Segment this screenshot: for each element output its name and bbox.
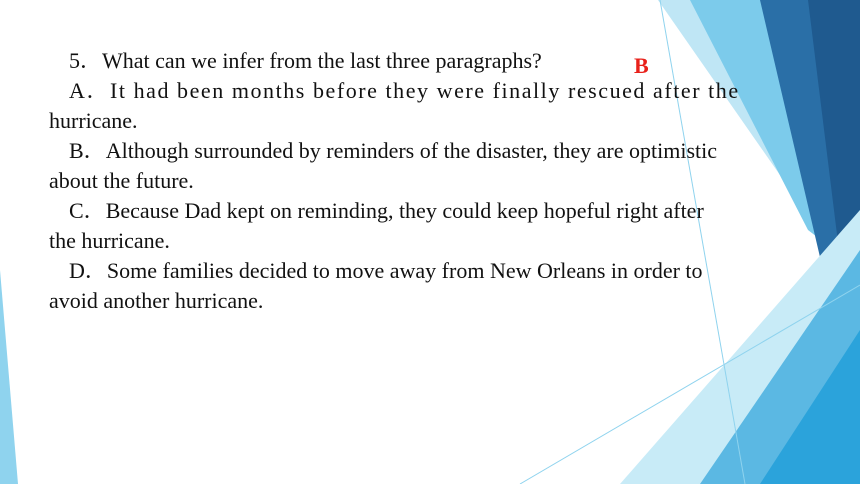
option-c-line-1 [49, 196, 809, 226]
option-b-text-2: about the future. [49, 168, 194, 193]
option-d-line-1 [49, 256, 809, 286]
option-b-line-1 [49, 136, 809, 166]
option-c-text-1: Because Dad kept on reminding, they could keep hopeful right after [105, 198, 704, 223]
option-a-letter: A． [69, 78, 110, 103]
option-c-text-2: the hurricane. [49, 228, 170, 253]
option-c-letter: C． [69, 198, 106, 223]
question-text [49, 46, 809, 316]
option-d-letter: D． [69, 258, 107, 283]
option-d-text-2: avoid another hurricane. [49, 288, 264, 313]
question-stem: 5．What can we infer from the last three paragraphs? [69, 48, 542, 73]
option-b-letter: B． [69, 138, 106, 163]
option-b-text-1: Although surrounded by reminders of the disaster, they are optimistic [105, 138, 718, 163]
left-edge-sliver [0, 270, 18, 484]
option-a-text-2: hurricane. [49, 108, 138, 133]
answer-label: B [634, 53, 649, 78]
option-d-text-1: Some families decided to move away from New Orleans in order to [106, 258, 703, 283]
option-a-text-1: It had been months before they were finally rescued after the [110, 78, 740, 103]
option-a-line-1 [49, 76, 809, 106]
